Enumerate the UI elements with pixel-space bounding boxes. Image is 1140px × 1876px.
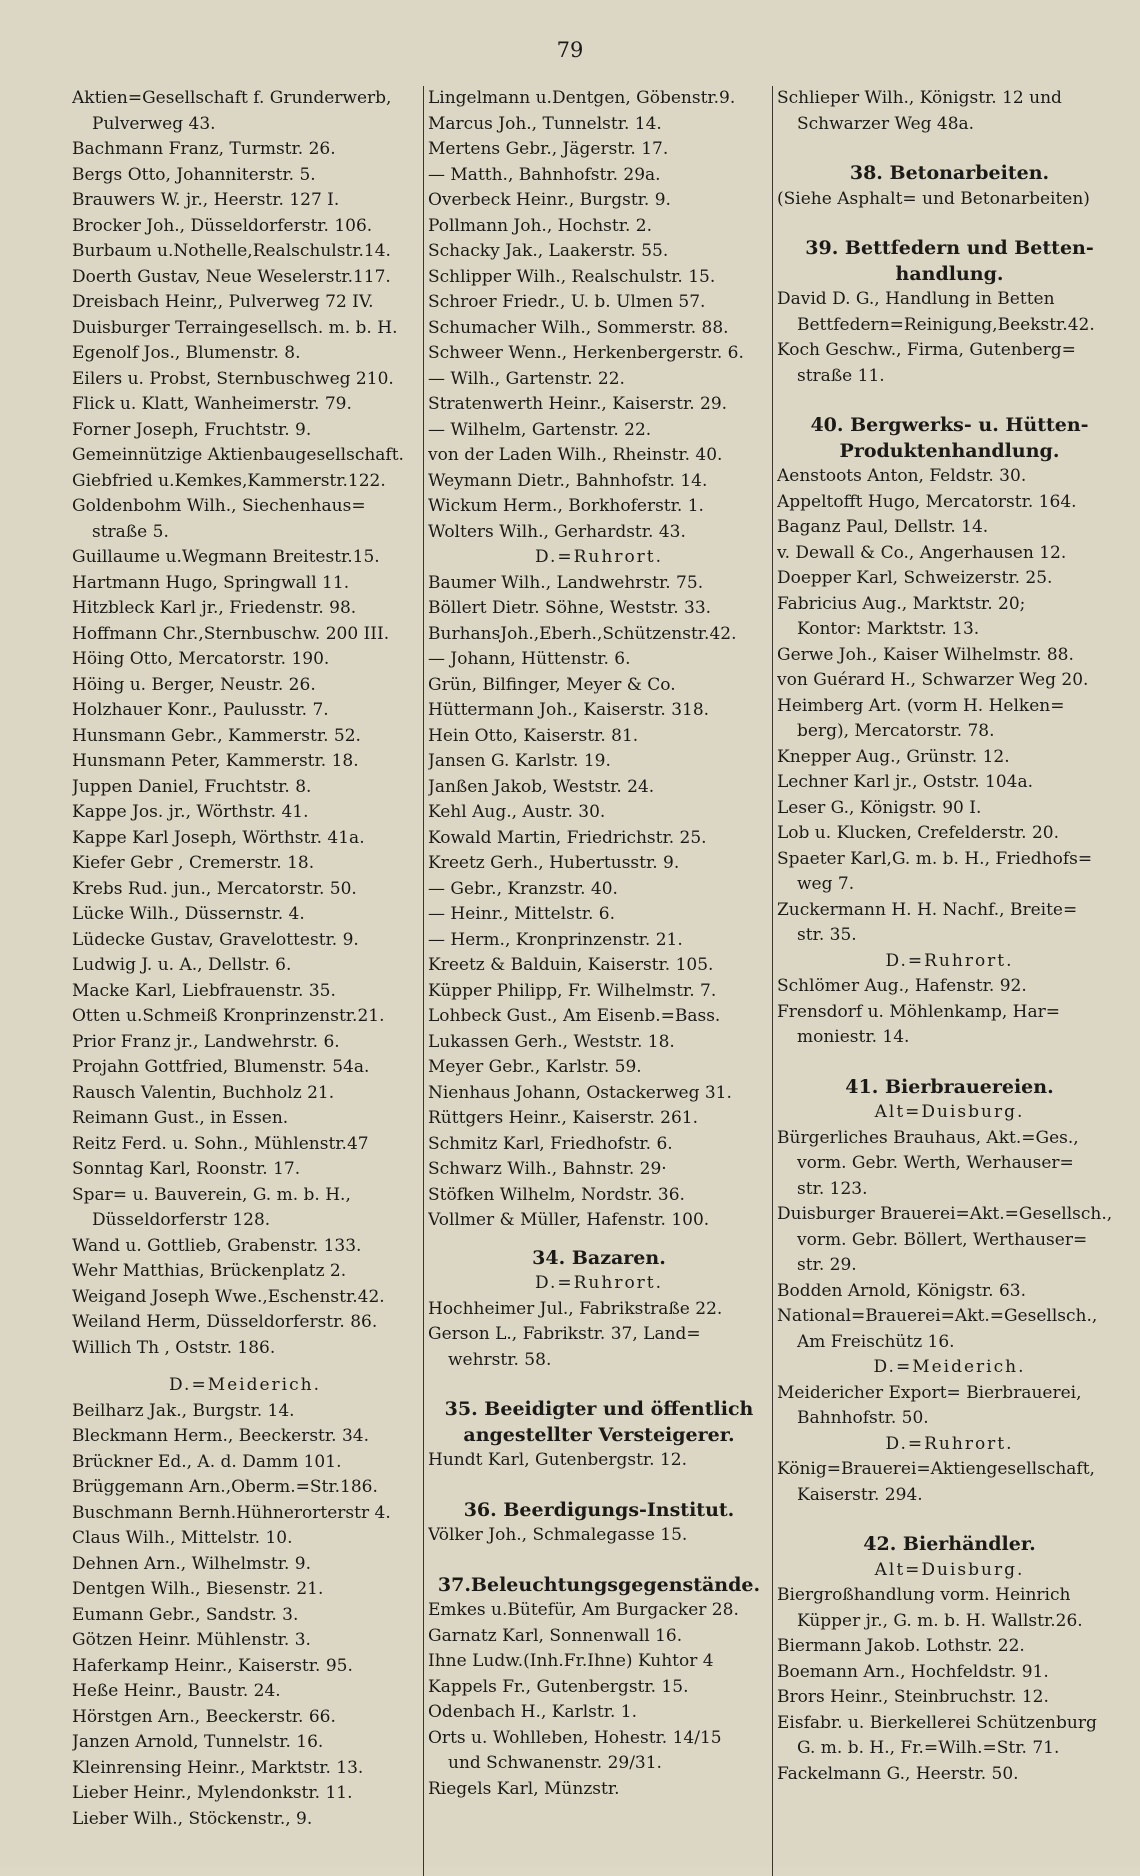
entry-continuation: Am Freischütz 16. — [797, 1331, 955, 1352]
directory-entry: Meyer Gebr., Karlstr. 59. — [428, 1057, 642, 1077]
directory-entry: Gemeinnützige Aktienbaugesellschaft. — [72, 445, 404, 465]
spacer — [428, 1234, 770, 1246]
page-number: 79 — [556, 38, 584, 62]
entry-continuation: straße 5. — [92, 521, 169, 542]
column-2 — [428, 86, 770, 1802]
directory-entry: Burbaum u.Nothelle,Realschulstr.14. — [72, 241, 391, 261]
directory-entry: Hüttermann Joh., Kaiserstr. 318. — [428, 700, 710, 720]
section-heading: 41. Bierbrauereien. — [845, 1075, 1054, 1098]
district-heading: D.=Ruhrort. — [534, 547, 664, 567]
directory-entry: — Wilhelm, Gartenstr. 22. — [428, 419, 652, 440]
directory-entry: Brüggemann Arn.,Oberm.=Str.186. — [72, 1477, 378, 1497]
section-heading: 39. Bettfedern und Betten- — [805, 237, 1094, 259]
directory-entry: Heimberg Art. (vorm H. Helken= — [777, 695, 1065, 716]
directory-entry: Lüdecke Gustav, Gravelottestr. 9. — [72, 929, 359, 950]
directory-entry: Brors Heinr., Steinbruchstr. 12. — [777, 1687, 1049, 1707]
directory-entry: Otten u.Schmeiß Kronprinzenstr.21. — [72, 1006, 385, 1026]
directory-entry: Claus Wilh., Mittelstr. 10. — [72, 1528, 293, 1548]
directory-entry: Höing Otto, Mercatorstr. 190. — [72, 649, 330, 669]
directory-entry: Hunsmann Gebr., Kammerstr. 52. — [72, 725, 361, 746]
entry-continuation: Schwarzer Weg 48a. — [797, 113, 975, 134]
spacer — [777, 389, 1122, 413]
directory-entry: Giebfried u.Kemkes,Kammerstr.122. — [72, 470, 386, 491]
directory-entry: Weigand Joseph Wwe.,Eschenstr.42. — [72, 1286, 385, 1307]
spacer — [428, 1549, 770, 1573]
spacer — [777, 1508, 1122, 1532]
entry-continuation: str. 35. — [797, 925, 857, 945]
directory-entry: Lingelmann u.Dentgen, Göbenstr.9. — [428, 88, 736, 108]
directory-entry: Schlipper Wilh., Realschulstr. 15. — [428, 266, 716, 287]
directory-entry: Wand u. Gottlieb, Grabenstr. 133. — [72, 1235, 362, 1256]
directory-entry: Dentgen Wilh., Biesenstr. 21. — [72, 1579, 324, 1599]
directory-entry: Wickum Herm., Borkhoferstr. 1. — [428, 496, 704, 516]
directory-entry: Kappe Karl Joseph, Wörthstr. 41a. — [72, 827, 365, 848]
section-heading: 40. Bergwerks- u. Hütten- — [810, 414, 1089, 436]
directory-entry: (Siehe Asphalt= und Betonarbeiten) — [777, 188, 1090, 209]
entry-continuation: Pulverweg 43. — [92, 113, 216, 134]
column-3 — [777, 86, 1122, 1787]
directory-entry: Kehl Aug., Austr. 30. — [428, 802, 606, 822]
entry-continuation: Bahnhofstr. 50. — [797, 1408, 929, 1428]
directory-entry: Projahn Gottfried, Blumenstr. 54a. — [72, 1057, 370, 1077]
directory-entry: König=Brauerei=Aktiengesellschaft, — [777, 1459, 1095, 1479]
directory-entry: Stratenwerth Heinr., Kaiserstr. 29. — [428, 394, 728, 414]
directory-entry: Flick u. Klatt, Wanheimerstr. 79. — [72, 394, 352, 414]
directory-entry: Kleinrensing Heinr., Marktstr. 13. — [72, 1757, 364, 1778]
directory-entry: Baumer Wilh., Landwehrstr. 75. — [428, 572, 704, 593]
directory-entry: Hochheimer Jul., Fabrikstraße 22. — [428, 1298, 723, 1319]
directory-entry: Bürgerliches Brauhaus, Akt.=Ges., — [777, 1127, 1079, 1148]
directory-entry: Weiland Herm, Düsseldorferstr. 86. — [72, 1312, 378, 1332]
directory-entry: Emkes u.Bütefür, Am Burgacker 28. — [428, 1600, 739, 1620]
directory-entry: — Wilh., Gartenstr. 22. — [428, 368, 625, 389]
directory-entry: Götzen Heinr. Mühlenstr. 3. — [72, 1630, 311, 1650]
directory-entry: Biermann Jakob. Lothstr. 22. — [777, 1636, 1025, 1656]
section-heading: angestellter Versteigerer. — [463, 1423, 735, 1446]
district-heading: D.=Ruhrort. — [885, 950, 1014, 971]
directory-entry: Riegels Karl, Münzstr. — [428, 1778, 620, 1799]
directory-entry: Brocker Joh., Düsseldorferstr. 106. — [72, 215, 373, 236]
directory-entry: Meidericher Export= Bierbrauerei, — [777, 1382, 1082, 1403]
directory-entry: Willich Th , Oststr. 186. — [72, 1337, 276, 1358]
entry-continuation: vorm. Gebr. Werth, Werhauser= — [797, 1153, 1074, 1173]
directory-entry: Schweer Wenn., Herkenbergerstr. 6. — [428, 343, 744, 363]
directory-entry: Baganz Paul, Dellstr. 14. — [777, 517, 989, 537]
directory-entry: Schumacher Wilh., Sommerstr. 88. — [428, 317, 729, 338]
directory-entry: Lieber Wilh., Stöckenstr., 9. — [72, 1808, 313, 1829]
directory-entry: Nienhaus Johann, Ostackerweg 31. — [428, 1082, 732, 1103]
directory-entry: Bodden Arnold, Königstr. 63. — [777, 1280, 1027, 1301]
entry-continuation: straße 11. — [797, 365, 885, 386]
directory-entry: Zuckermann H. H. Nachf., Breite= — [777, 899, 1078, 920]
directory-entry: Höing u. Berger, Neustr. 26. — [72, 674, 316, 695]
district-heading: D.=Meiderich. — [169, 1375, 321, 1395]
directory-entry: Haferkamp Heinr., Kaiserstr. 95. — [72, 1655, 353, 1676]
directory-entry: Kreetz & Balduin, Kaiserstr. 105. — [428, 955, 714, 975]
directory-entry: Appeltofft Hugo, Mercatorstr. 164. — [777, 491, 1077, 512]
directory-entry: Bachmann Franz, Turmstr. 26. — [72, 139, 336, 159]
directory-entry: Eilers u. Probst, Sternbuschweg 210. — [72, 368, 394, 389]
directory-entry: Bleckmann Herm., Beeckerstr. 34. — [72, 1426, 369, 1446]
directory-entry: Lücke Wilh., Düssernstr. 4. — [72, 904, 305, 924]
directory-entry: Duisburger Terraingesellsch. m. b. H. — [72, 317, 398, 338]
entry-continuation: vorm. Gebr. Böllert, Werthauser= — [797, 1229, 1088, 1250]
directory-entry: Stöfken Wilhelm, Nordstr. 36. — [428, 1184, 685, 1205]
directory-entry: Wehr Matthias, Brückenplatz 2. — [72, 1261, 347, 1281]
column-1 — [72, 86, 418, 1832]
directory-entry: Hundt Karl, Gutenbergstr. 12. — [428, 1450, 688, 1470]
directory-entry: Grün, Bilfinger, Meyer & Co. — [428, 674, 676, 695]
section-heading: Produktenhandlung. — [839, 439, 1060, 462]
directory-entry: Orts u. Wohlleben, Hohestr. 14/15 — [428, 1727, 722, 1748]
directory-entry: Duisburger Brauerei=Akt.=Gesellsch., — [777, 1204, 1113, 1224]
directory-entry: Aktien=Gesellschaft f. Grunderwerb, — [72, 88, 392, 108]
directory-entry: Hoffmann Chr.,Sternbuschw. 200 III. — [72, 623, 390, 644]
entry-continuation: weg 7. — [797, 874, 855, 894]
directory-entry: Leser G., Königstr. 90 I. — [777, 797, 982, 818]
directory-entry: Wolters Wilh., Gerhardstr. 43. — [428, 521, 686, 542]
directory-entry: Fabricius Aug., Marktstr. 20; — [777, 593, 1026, 614]
directory-entry: Koch Geschw., Firma, Gutenberg= — [777, 340, 1076, 360]
directory-entry: — Gebr., Kranzstr. 40. — [428, 878, 618, 899]
directory-entry: Beilharz Jak., Burgstr. 14. — [72, 1400, 295, 1421]
directory-entry: Kappe Jos. jr., Wörthstr. 41. — [72, 802, 309, 822]
directory-entry: Hörstgen Arn., Beeckerstr. 66. — [72, 1706, 336, 1727]
column-divider — [423, 86, 424, 1876]
directory-entry: Kiefer Gebr , Cremerstr. 18. — [72, 853, 315, 873]
directory-entry: Dreisbach Heinr,, Pulverweg 72 IV. — [72, 292, 374, 312]
directory-entry: Frensdorf u. Möhlenkamp, Har= — [777, 1001, 1060, 1022]
directory-entry: Reimann Gust., in Essen. — [72, 1108, 289, 1128]
directory-entry: Vollmer & Müller, Hafenstr. 100. — [428, 1210, 710, 1230]
directory-entry: Böllert Dietr. Söhne, Weststr. 33. — [428, 598, 712, 618]
directory-entry: Hunsmann Peter, Kammerstr. 18. — [72, 751, 359, 771]
directory-entry: Biergroßhandlung vorm. Heinrich — [777, 1585, 1071, 1605]
directory-entry: Marcus Joh., Tunnelstr. 14. — [428, 113, 662, 134]
directory-entry: Janßen Jakob, Weststr. 24. — [428, 776, 655, 797]
directory-entry: Aenstoots Anton, Feldstr. 30. — [777, 466, 1027, 486]
entry-continuation: str. 29. — [797, 1255, 857, 1275]
directory-entry: Krebs Rud. jun., Mercatorstr. 50. — [72, 878, 357, 899]
directory-entry: Holzhauer Konr., Paulusstr. 7. — [72, 700, 329, 720]
directory-entry: Macke Karl, Liebfrauenstr. 35. — [72, 980, 336, 1001]
directory-entry: Küpper Philipp, Fr. Wilhelmstr. 7. — [428, 980, 717, 1001]
directory-entry: Ihne Ludw.(Inh.Fr.Ihne) Kuhtor 4 — [428, 1651, 714, 1671]
directory-entry: Overbeck Heinr., Burgstr. 9. — [428, 190, 671, 210]
entry-continuation: Düsseldorferstr 128. — [92, 1210, 271, 1230]
directory-entry: Brückner Ed., A. d. Damm 101. — [72, 1451, 342, 1472]
entry-continuation: und Schwanenstr. 29/31. — [448, 1753, 662, 1773]
directory-entry: von der Laden Wilh., Rheinstr. 40. — [428, 445, 723, 465]
entry-continuation: Bettfedern=Reinigung,Beekstr.42. — [797, 314, 1095, 335]
directory-entry: Spar= u. Bauverein, G. m. b. H., — [72, 1184, 351, 1205]
entry-continuation: moniestr. 14. — [797, 1027, 910, 1047]
directory-entry: Knepper Aug., Grünstr. 12. — [777, 746, 1010, 767]
directory-entry: Lob u. Klucken, Crefelderstr. 20. — [777, 823, 1060, 843]
directory-entry: Mertens Gebr., Jägerstr. 17. — [428, 139, 669, 159]
directory-entry: Doerth Gustav, Neue Weselerstr.117. — [72, 266, 391, 287]
directory-entry: Lukassen Gerh., Weststr. 18. — [428, 1031, 675, 1052]
directory-entry: Schlömer Aug., Hafenstr. 92. — [777, 976, 1027, 996]
directory-entry: Schlieper Wilh., Königstr. 12 und — [777, 88, 1062, 108]
section-heading: 35. Beeidigter und öffentlich — [444, 1398, 754, 1420]
district-heading: Alt=Duisburg. — [874, 1559, 1025, 1580]
directory-entry: Garnatz Karl, Sonnenwall 16. — [428, 1625, 683, 1646]
directory-entry: Heße Heinr., Baustr. 24. — [72, 1681, 281, 1701]
entry-continuation: wehrstr. 58. — [448, 1349, 552, 1370]
directory-entry: Forner Joseph, Fruchtstr. 9. — [72, 419, 312, 440]
directory-entry: Doepper Karl, Schweizerstr. 25. — [777, 568, 1053, 588]
entry-continuation: G. m. b. H., Fr.=Wilh.=Str. 71. — [797, 1738, 1060, 1758]
directory-entry: Egenolf Jos., Blumenstr. 8. — [72, 343, 301, 363]
directory-entry: Schwarz Wilh., Bahnstr. 29· — [428, 1159, 667, 1179]
directory-entry: Prior Franz jr., Landwehrstr. 6. — [72, 1031, 340, 1052]
directory-entry: — Heinr., Mittelstr. 6. — [428, 904, 615, 924]
district-heading: D.=Ruhrort. — [885, 1433, 1014, 1454]
directory-entry: Guillaume u.Wegmann Breitestr.15. — [72, 547, 380, 567]
directory-entry: von Guérard H., Schwarzer Weg 20. — [777, 670, 1089, 690]
section-heading: 34. Bazaren. — [532, 1246, 666, 1269]
entry-continuation: str. 123. — [797, 1178, 868, 1199]
spacer — [428, 1474, 770, 1498]
directory-entry: Spaeter Karl,G. m. b. H., Friedhofs= — [777, 848, 1093, 869]
directory-entry: Weymann Dietr., Bahnhofstr. 14. — [428, 470, 708, 491]
section-heading: 37.Beleuchtungsgegenstände. — [437, 1573, 761, 1596]
directory-entry: Goldenbohm Wilh., Siechenhaus= — [72, 496, 366, 516]
directory-entry: Juppen Daniel, Fruchtstr. 8. — [72, 776, 312, 797]
spacer — [72, 1361, 418, 1373]
directory-entry: Rüttgers Heinr., Kaiserstr. 261. — [428, 1108, 699, 1128]
directory-entry: Ludwig J. u. A., Dellstr. 6. — [72, 955, 292, 975]
entry-continuation: Kaiserstr. 294. — [797, 1484, 923, 1505]
directory-entry: Lohbeck Gust., Am Eisenb.=Bass. — [428, 1006, 721, 1026]
directory-entry: Reitz Ferd. u. Sohn., Mühlenstr.47 — [72, 1133, 369, 1154]
directory-entry: Schacky Jak., Laakerstr. 55. — [428, 241, 669, 261]
directory-entry: — Johann, Hüttenstr. 6. — [428, 649, 631, 669]
directory-entry: Kreetz Gerh., Hubertusstr. 9. — [428, 853, 680, 873]
directory-entry: Kappels Fr., Gutenbergstr. 15. — [428, 1676, 689, 1697]
entry-continuation: Küpper jr., G. m. b. H. Wallstr.26. — [797, 1610, 1083, 1631]
section-heading: 36. Beerdigungs-Institut. — [463, 1498, 735, 1521]
directory-entry: Odenbach H., Karlstr. 1. — [428, 1702, 637, 1722]
directory-entry: Hein Otto, Kaiserstr. 81. — [428, 725, 639, 746]
directory-entry: Sonntag Karl, Roonstr. 17. — [72, 1159, 301, 1179]
directory-entry: — Herm., Kronprinzenstr. 21. — [428, 929, 683, 950]
district-heading: D.=Meiderich. — [873, 1357, 1026, 1377]
directory-entry: Gerwe Joh., Kaiser Wilhelmstr. 88. — [777, 644, 1074, 665]
directory-entry: Hartmann Hugo, Springwall 11. — [72, 572, 350, 593]
directory-entry: Bergs Otto, Johanniterstr. 5. — [72, 164, 316, 185]
directory-entry: — Matth., Bahnhofstr. 29a. — [428, 164, 661, 185]
directory-entry: Dehnen Arn., Wilhelmstr. 9. — [72, 1553, 312, 1574]
directory-entry: National=Brauerei=Akt.=Gesellsch., — [777, 1306, 1098, 1326]
directory-entry: BurhansJoh.,Eberh.,Schützenstr.42. — [428, 623, 737, 644]
directory-entry: Pollmann Joh., Hochstr. 2. — [428, 215, 652, 236]
spacer — [777, 1051, 1122, 1075]
directory-entry: Schroer Friedr., U. b. Ulmen 57. — [428, 292, 706, 312]
directory-entry: Gerson L., Fabrikstr. 37, Land= — [428, 1324, 701, 1344]
directory-entry: Jansen G. Karlstr. 19. — [428, 751, 611, 771]
directory-entry: Boemann Arn., Hochfeldstr. 91. — [777, 1661, 1049, 1682]
directory-entry: Lieber Heinr., Mylendonkstr. 11. — [72, 1783, 353, 1803]
directory-entry: David D. G., Handlung in Betten — [777, 289, 1055, 309]
directory-entry: Fackelmann G., Heerstr. 50. — [777, 1763, 1019, 1784]
directory-entry: Hitzbleck Karl jr., Friedenstr. 98. — [72, 598, 357, 618]
spacer — [777, 137, 1122, 161]
district-heading: Alt=Duisburg. — [874, 1102, 1025, 1122]
directory-entry: Brauwers W. jr., Heerstr. 127 I. — [72, 190, 340, 210]
directory-entry: Eumann Gebr., Sandstr. 3. — [72, 1604, 299, 1625]
directory-entry: Rausch Valentin, Buchholz 21. — [72, 1082, 335, 1103]
spacer — [428, 1373, 770, 1397]
spacer — [777, 212, 1122, 236]
district-heading: D.=Ruhrort. — [534, 1273, 664, 1293]
directory-entry: Eisfabr. u. Bierkellerei Schützenburg — [777, 1712, 1097, 1733]
directory-entry: Buschmann Bernh.Hühnerorterstr 4. — [72, 1502, 391, 1523]
directory-entry: Janzen Arnold, Tunnelstr. 16. — [72, 1732, 324, 1752]
section-heading: 38. Betonarbeiten. — [849, 162, 1050, 184]
section-heading: handlung. — [895, 262, 1004, 285]
section-heading: 42. Bierhändler. — [863, 1533, 1036, 1555]
column-divider — [772, 86, 773, 1876]
entry-continuation: Kontor: Marktstr. 13. — [797, 619, 980, 639]
directory-entry: Lechner Karl jr., Oststr. 104a. — [777, 772, 1034, 792]
directory-entry: Kowald Martin, Friedrichstr. 25. — [428, 827, 707, 848]
directory-entry: Völker Joh., Schmalegasse 15. — [428, 1525, 688, 1545]
directory-entry: Schmitz Karl, Friedhofstr. 6. — [428, 1133, 673, 1154]
entry-continuation: berg), Mercatorstr. 78. — [797, 721, 995, 741]
directory-entry: v. Dewall & Co., Angerhausen 12. — [777, 542, 1067, 563]
